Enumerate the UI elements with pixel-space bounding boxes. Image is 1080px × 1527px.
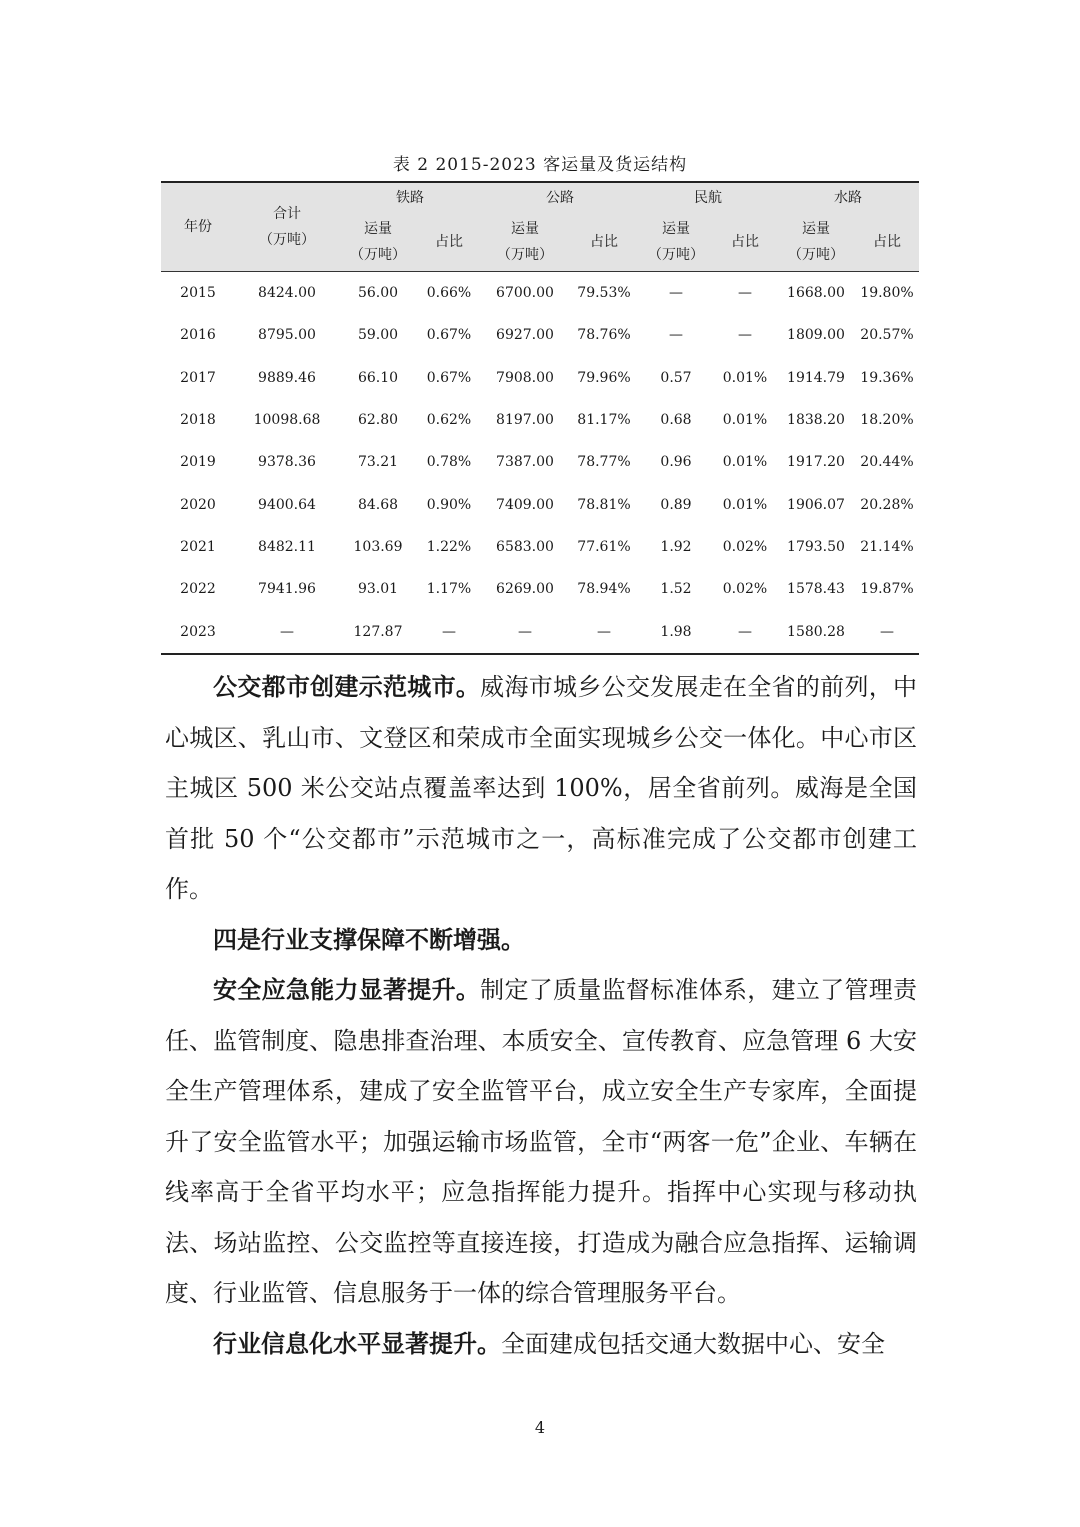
- header-road-share: 占比: [569, 213, 639, 272]
- table-cell: 8795.00: [258, 327, 316, 344]
- body-text: [165, 662, 917, 1369]
- table-cell: 0.01%: [722, 454, 768, 471]
- table-cell: 6583.00: [496, 538, 554, 555]
- table-cell: 79.53%: [569, 272, 639, 315]
- header-air: 民航: [639, 182, 777, 213]
- table-cell: 2021: [180, 538, 216, 555]
- table-cell: 9889.46: [258, 369, 316, 386]
- table-cell: 0.78%: [426, 454, 472, 471]
- table-cell: 77.61%: [577, 538, 631, 555]
- table-cell: 84.68: [357, 496, 399, 513]
- section-heading: 四是行业支撑保障不断增强。: [213, 924, 525, 954]
- table-cell: 20.44%: [860, 454, 914, 471]
- table-cell: 1838.20: [787, 412, 845, 429]
- table-cell: 8482.11: [258, 538, 316, 555]
- paragraph-heading: 公交都市创建示范城市。: [213, 672, 481, 701]
- table-row: [161, 314, 919, 356]
- table-row: [161, 610, 919, 653]
- table-cell: 2015: [161, 272, 235, 315]
- table-cell: 1668.00: [777, 272, 855, 315]
- table-cell: 0.01%: [722, 412, 768, 429]
- table-cell: —: [639, 272, 713, 315]
- paragraph-heading: 安全应急能力显著提升。: [213, 975, 481, 1004]
- table-cell: 62.80: [357, 412, 399, 429]
- table-cell: —: [235, 610, 339, 653]
- header-total-label: 合计: [273, 206, 301, 222]
- table-cell: 0.57: [660, 369, 692, 386]
- table-cell: 1809.00: [787, 327, 845, 344]
- paragraph-heading: 行业信息化水平显著提升。: [213, 1328, 501, 1358]
- table-cell: 0.96: [660, 454, 692, 471]
- table-cell: 103.69: [353, 538, 403, 555]
- table-row: [161, 272, 919, 315]
- table-cell: 81.17%: [577, 412, 631, 429]
- paragraph-text: 全面建成包括交通大数据中心、安全: [501, 1329, 885, 1358]
- table-cell: 6927.00: [496, 327, 554, 344]
- page-number: 4: [534, 1418, 546, 1437]
- header-rail-share: 占比: [417, 213, 481, 272]
- table-cell: —: [713, 610, 777, 653]
- paragraph-transit-metropolis: [165, 662, 917, 915]
- table-cell: 20.28%: [860, 496, 914, 513]
- table-cell: 7908.00: [496, 369, 554, 386]
- table-cell: 59.00: [357, 327, 399, 344]
- table-cell: 1578.43: [787, 581, 845, 598]
- table-cell: 2020: [180, 496, 216, 513]
- table-body: [161, 272, 919, 654]
- header-road-volume: 运量 （万吨）: [481, 213, 569, 272]
- paragraph-text: 制定了质量监督标准体系，建立了管理责任、监管制度、隐患排查治理、本质安全、宣传教育、应急管理 6 大安全生产管理体系，建成了安全监管平台，成立安全生产专家库，全面提升了安全监管水平；加强运输市场监管，全市“两客一危”企业、车辆在线率高于全省平均水平；应急指挥能力提升。指挥中心实现与移动执法、场站监控、公交监控等直接连接，打造成为融合应急指挥、运输调度、行业监管、信息服务于一体的综合管理服务平台。: [165, 976, 918, 1307]
- table-cell: 0.01%: [722, 369, 768, 386]
- header-year: 年份: [161, 182, 235, 272]
- table-cell: 21.14%: [860, 538, 914, 555]
- table-caption: 表 2 2015-2023 客运量及货运结构: [392, 155, 688, 175]
- header-rail: 铁路: [339, 182, 481, 213]
- table-cell: 19.87%: [860, 581, 914, 598]
- table-cell: 127.87: [339, 610, 417, 653]
- header-total-unit: （万吨）: [259, 232, 315, 248]
- table-cell: 2022: [180, 581, 216, 598]
- table-cell: 0.89: [660, 496, 692, 513]
- table-cell: 2018: [180, 412, 216, 429]
- table-cell: 0.68: [660, 412, 692, 429]
- header-total: [235, 182, 339, 272]
- table-cell: —: [713, 272, 777, 315]
- table-cell: —: [481, 610, 569, 653]
- table-row: [161, 568, 919, 610]
- table-cell: 6700.00: [481, 272, 569, 315]
- table-cell: 0.90%: [426, 496, 472, 513]
- table-cell: 0.02%: [722, 538, 768, 555]
- table-cell: 1906.07: [787, 496, 845, 513]
- table-cell: 2016: [180, 327, 216, 344]
- table-cell: 1793.50: [787, 538, 845, 555]
- header-road: 公路: [481, 182, 639, 213]
- header-rail-volume: 运量 （万吨）: [339, 213, 417, 272]
- table-cell: 19.80%: [855, 272, 919, 315]
- table-cell: 93.01: [357, 581, 399, 598]
- table-cell: 78.94%: [577, 581, 631, 598]
- table-cell: 2017: [180, 369, 216, 386]
- table-row: [161, 399, 919, 441]
- table-cell: 7387.00: [496, 454, 554, 471]
- table-cell: 0.67%: [426, 327, 472, 344]
- table-cell: 2019: [180, 454, 216, 471]
- table-cell: —: [669, 327, 683, 344]
- table-cell: 19.36%: [860, 369, 914, 386]
- paragraph-informatization: [165, 1319, 917, 1370]
- table-cell: 9378.36: [258, 454, 316, 471]
- table-cell: 9400.64: [258, 496, 316, 513]
- table-cell: 0.66%: [417, 272, 481, 315]
- table-cell: —: [855, 610, 919, 653]
- table-cell: 0.62%: [426, 412, 472, 429]
- paragraph-text: 威海市城乡公交发展走在全省的前列，中心城区、乳山市、文登区和荣成市全面实现城乡公交一体化。中心市区主城区 500 米公交站点覆盖率达到 100%，居全省前列。威海是全国首批 50 个“公交都市”示范城市之一，高标准完成了公交都市创建工作。: [165, 673, 918, 903]
- table-cell: 8424.00: [235, 272, 339, 315]
- header-air-volume: 运量 （万吨）: [639, 213, 713, 272]
- paragraph-safety-emergency: [165, 965, 917, 1319]
- table-cell: 0.67%: [426, 369, 472, 386]
- table-cell: 18.20%: [860, 412, 914, 429]
- table-cell: 66.10: [357, 369, 399, 386]
- table-cell: 7409.00: [496, 496, 554, 513]
- table-cell: —: [417, 610, 481, 653]
- table-row: [161, 526, 919, 568]
- table-cell: 0.01%: [722, 496, 768, 513]
- table-cell: 1.92: [660, 538, 692, 555]
- table-cell: 78.81%: [577, 496, 631, 513]
- table-cell: 10098.68: [253, 412, 321, 429]
- table-cell: 0.02%: [722, 581, 768, 598]
- table-cell: —: [569, 610, 639, 653]
- paragraph-section-four: [165, 915, 917, 966]
- header-water-volume: 运量 （万吨）: [777, 213, 855, 272]
- table-cell: 79.96%: [577, 369, 631, 386]
- table-cell: 6269.00: [496, 581, 554, 598]
- table-cell: 56.00: [339, 272, 417, 315]
- header-water: 水路: [777, 182, 919, 213]
- table-cell: 1580.28: [777, 610, 855, 653]
- table-cell: 78.77%: [577, 454, 631, 471]
- table-cell: 1.17%: [426, 581, 472, 598]
- table-cell: 1917.20: [787, 454, 845, 471]
- table-cell: 1.22%: [426, 538, 472, 555]
- table-row: [161, 357, 919, 399]
- table-cell: 8197.00: [496, 412, 554, 429]
- table-row: [161, 441, 919, 483]
- table-cell: 7941.96: [258, 581, 316, 598]
- table-cell: 1.52: [660, 581, 692, 598]
- table-cell: 1914.79: [787, 369, 845, 386]
- table-cell: —: [738, 327, 752, 344]
- header-air-share: 占比: [713, 213, 777, 272]
- table-cell: 73.21: [357, 454, 399, 471]
- table-cell: 2023: [161, 610, 235, 653]
- header-water-share: 占比: [855, 213, 919, 272]
- freight-structure-table: [161, 181, 919, 655]
- table-cell: 20.57%: [860, 327, 914, 344]
- table-cell: 1.98: [639, 610, 713, 653]
- table-row: [161, 483, 919, 525]
- table-cell: 78.76%: [577, 327, 631, 344]
